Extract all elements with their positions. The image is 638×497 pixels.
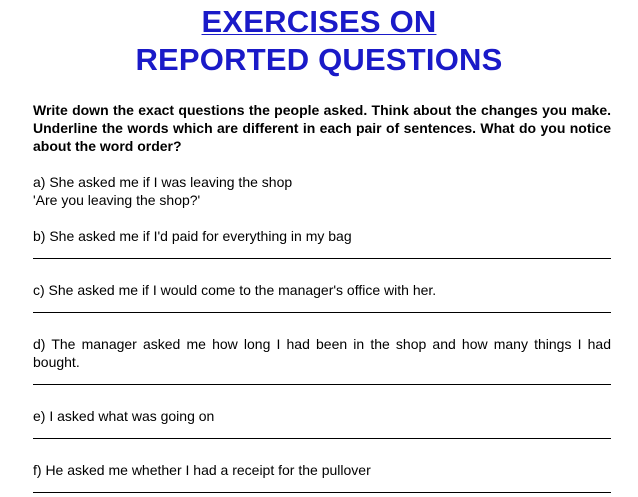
instructions-text: Write down the exact questions the people asked. Think about the changes you make. Underline the words which are different in each pair of sentences. What do you notice about the word order? [33,102,611,154]
question-d-answer-line [33,371,611,389]
question-b-reported: b) She asked me if I'd paid for everything in my bag [33,228,352,244]
question-c-answer-line [33,299,611,317]
question-f-answer-line [33,479,611,497]
question-e-reported: e) I asked what was going on [33,408,215,424]
exercise-content [33,101,611,497]
question-a-reported: a) She asked me if I was leaving the shop [33,174,293,190]
question-d-reported: d) The manager asked me how long I had been in the shop and how many things I had bought. [33,336,611,370]
question-a-direct: 'Are you leaving the shop?' [33,192,201,208]
question-b-answer-line [33,245,611,263]
page-title-line-1: EXERCISES ON [201,4,437,39]
question-f-reported: f) He asked me whether I had a receipt for the pullover [33,462,371,478]
page-title-line-2: REPORTED QUESTIONS [135,42,503,77]
question-c-reported: c) She asked me if I would come to the manager's office with her. [33,282,437,298]
question-e-answer-line [33,425,611,443]
